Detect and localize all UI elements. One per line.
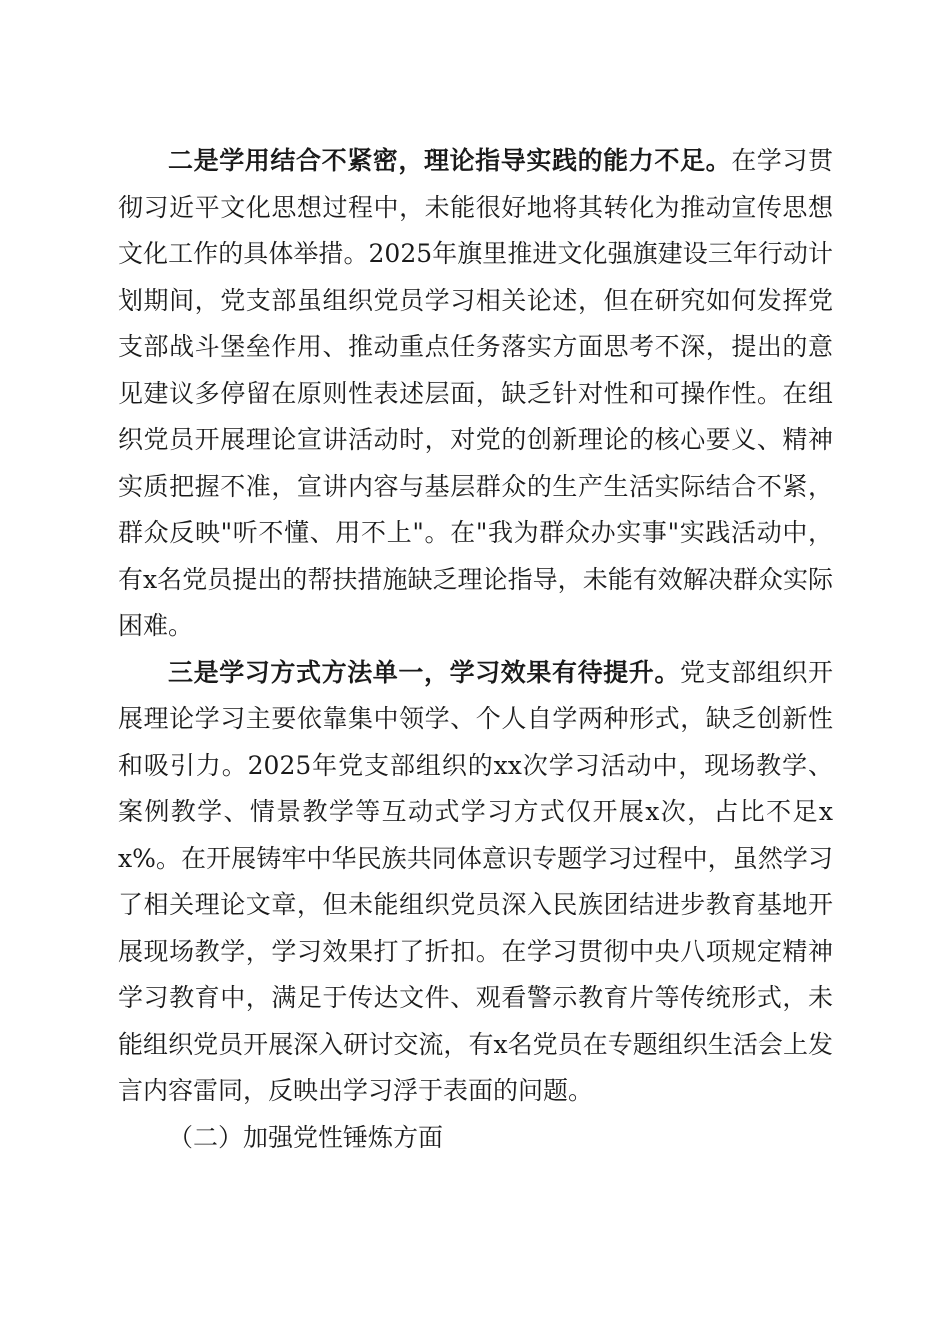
paragraph-study-practice	[118, 138, 833, 650]
paragraph-study-methods	[118, 650, 833, 1115]
paragraph-body: 在学习贯彻习近平文化思想过程中，未能很好地将其转化为推动宣传思想文化工作的具体举措。2025年旗里推进文化强旗建设三年行动计划期间，党支部虽组织党员学习相关论述，但在研究如何发挥党支部战斗堡垒作用、推动重点任务落实方面思考不深，提出的意见建议多停留在原则性表述层面，缺乏针对性和可操作性。在组织党员开展理论宣讲活动时，对党的创新理论的核心要义、精神实质把握不准，宣讲内容与基层群众的生产生活实际结合不紧，群众反映"听不懂、用不上"。在"我为群众办实事"实践活动中，有x名党员提出的帮扶措施缺乏理论指导，未能有效解决群众实际困难。	[118, 146, 833, 640]
paragraph-body: 党支部组织开展理论学习主要依靠集中领学、个人自学两种形式，缺乏创新性和吸引力。2025年党支部组织的xx次学习活动中，现场教学、案例教学、情景教学等互动式学习方式仅开展x次，占比不足xx%。在开展铸牢中华民族共同体意识专题学习过程中，虽然学习了相关理论文章，但未能组织党员深入民族团结进步教育基地开展现场教学，学习效果打了折扣。在学习贯彻中央八项规定精神学习教育中，满足于传达文件、观看警示教育片等传统形式，未能组织党员开展深入研讨交流，有x名党员在专题组织生活会上发言内容雷同，反映出学习浮于表面的问题。	[118, 657, 833, 1105]
paragraph-lead: 二是学用结合不紧密，理论指导实践的能力不足。	[168, 146, 732, 175]
document-body	[118, 138, 833, 1161]
paragraph-lead: 三是学习方式方法单一，学习效果有待提升。	[168, 657, 680, 687]
section-heading: （二）加强党性锤炼方面	[168, 1122, 444, 1152]
